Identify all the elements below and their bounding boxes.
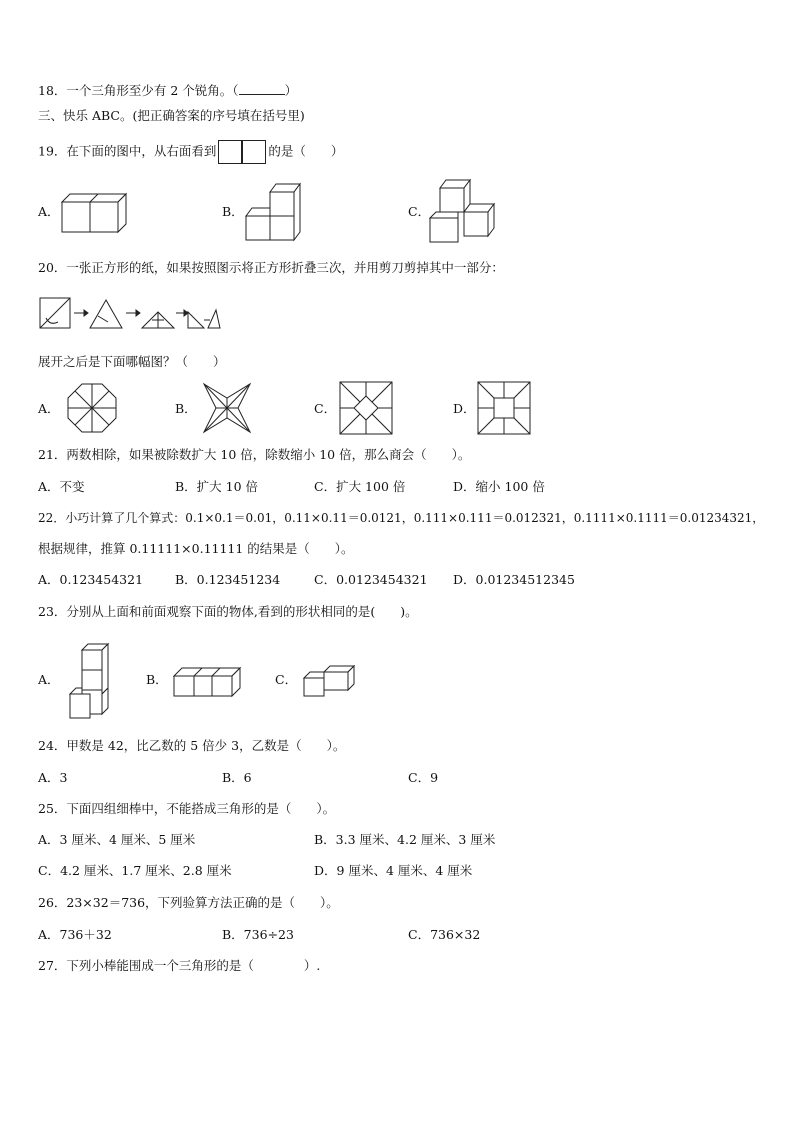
section-title: 三、快乐 ABC。(把正确答案的序号填在括号里) [38, 108, 305, 123]
q20-octagon-figure-a [66, 382, 118, 434]
question-27-text: 27．下列小棒能围成一个三角形的是（ ）. [38, 958, 321, 973]
q19-option-b[interactable]: B． [222, 204, 244, 219]
q21-option-b[interactable]: B．扩大 10 倍 [175, 479, 259, 494]
q21-option-a[interactable]: A．不变 [38, 479, 85, 494]
q24-option-a[interactable]: A．3 [38, 770, 68, 785]
question-23-text: 23．分别从上面和前面观察下面的物体,看到的形状相同的是( )。 [38, 604, 418, 619]
q23-option-b[interactable]: B． [146, 672, 168, 687]
q25-option-d[interactable]: D．9 厘米、4 厘米、4 厘米 [314, 863, 473, 878]
q26-option-c[interactable]: C．736×32 [408, 927, 481, 942]
question-21-text: 21．两数相除，如果被除数扩大 10 倍，除数缩小 10 倍，那么商会（ ）。 [38, 447, 471, 462]
q19-cube-figure-a [60, 188, 130, 234]
q20-option-b[interactable]: B． [175, 401, 197, 416]
question-22-text-2: 根据规律，推算 0.11111×0.11111 的结果是（ ）。 [38, 541, 354, 556]
q22-option-c[interactable]: C．0.0123454321 [314, 572, 428, 587]
q25-option-b[interactable]: B．3.3 厘米、4.2 厘米、3 厘米 [314, 832, 496, 847]
question-19: 19．在下面的图中，从右面看到 的是（ ） [38, 140, 343, 164]
q20-diamond-hole-figure-c [338, 380, 394, 436]
q23-option-c[interactable]: C． [275, 672, 298, 687]
q24-option-b[interactable]: B．6 [222, 770, 252, 785]
q25-option-c[interactable]: C．4.2 厘米、1.7 厘米、2.8 厘米 [38, 863, 232, 878]
q20-option-c[interactable]: C． [314, 401, 337, 416]
q26-option-a[interactable]: A．736＋32 [38, 927, 112, 942]
q19-cube-figure-c [428, 178, 498, 244]
two-square-view-figure [218, 140, 266, 164]
answer-blank[interactable] [239, 82, 285, 95]
q20-option-a[interactable]: A． [38, 401, 60, 416]
q19-cube-figure-b [244, 180, 304, 242]
question-20-text: 20．一张正方形的纸，如果按照图示将正方形折叠三次，并用剪刀剪掉其中一部分： [38, 260, 504, 275]
q23-option-a[interactable]: A． [38, 672, 60, 687]
q24-option-c[interactable]: C．9 [408, 770, 439, 785]
q25-option-a[interactable]: A．3 厘米、4 厘米、5 厘米 [38, 832, 196, 847]
q22-option-a[interactable]: A．0.123454321 [38, 572, 144, 587]
question-25-text: 25．下面四组细棒中，不能搭成三角形的是（ ）。 [38, 801, 336, 816]
q22-option-b[interactable]: B．0.123451234 [175, 572, 281, 587]
question-26-text: 26．23×32＝736，下列验算方法正确的是（ ）。 [38, 895, 339, 910]
q23-cube-figure-b [172, 664, 244, 698]
q22-option-d[interactable]: D．0.01234512345 [453, 572, 575, 587]
question-24-text: 24．甲数是 42，比乙数的 5 倍少 3，乙数是（ ）。 [38, 738, 346, 753]
q20-square-hole-figure-d [476, 380, 532, 436]
q21-option-c[interactable]: C．扩大 100 倍 [314, 479, 406, 494]
q20-option-d[interactable]: D． [453, 401, 476, 416]
q20-star-figure-b [200, 382, 254, 434]
q18-text: 18．一个三角形至少有 2 个锐角。（ [38, 83, 239, 98]
q23-cube-figure-a [68, 642, 112, 720]
question-22-text: 22．小巧计算了几个算式：0.1×0.1＝0.01，0.11×0.11＝0.0121，0.111×0.111＝0.012321，0.1111×0.1111＝0.01234321， [38, 511, 765, 525]
q26-option-b[interactable]: B．736÷23 [222, 927, 294, 942]
q21-option-d[interactable]: D．缩小 100 倍 [453, 479, 545, 494]
question-18: 18．一个三角形至少有 2 个锐角。（ ） [38, 83, 298, 98]
q19-option-a[interactable]: A． [38, 204, 60, 219]
question-20-prompt: 展开之后是下面哪幅图？（ ） [38, 354, 226, 369]
q19-option-c[interactable]: C． [408, 204, 431, 219]
folding-steps-figure [38, 296, 220, 334]
q23-cube-figure-c [302, 664, 358, 698]
